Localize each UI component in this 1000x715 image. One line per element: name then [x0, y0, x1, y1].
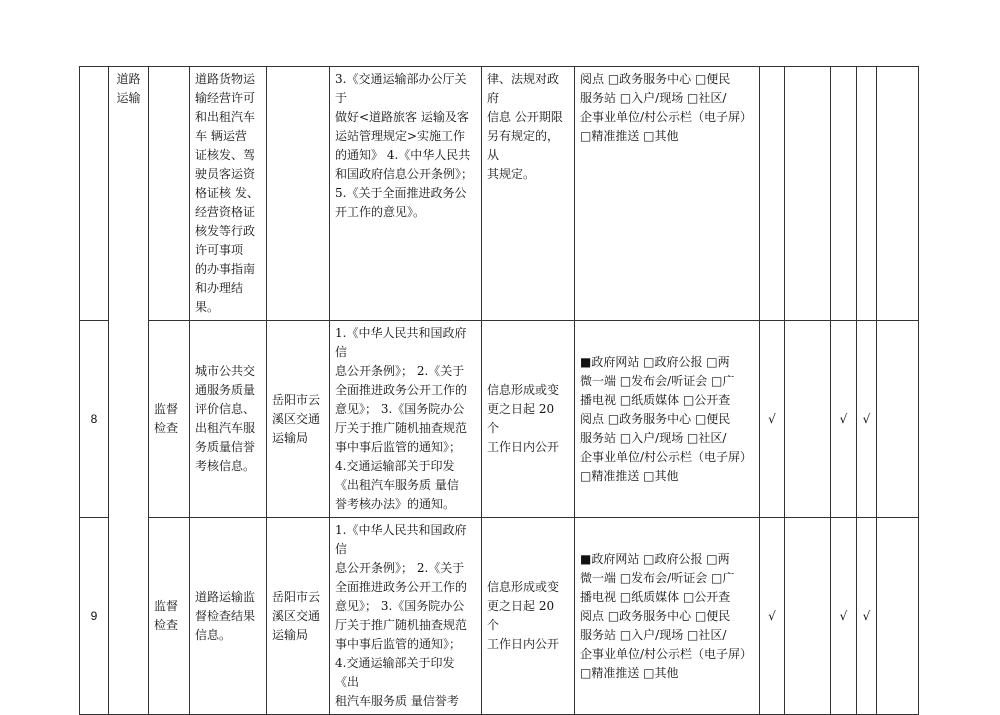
subcategory-cell: 监督 检查: [149, 518, 190, 715]
table-row: [80, 321, 919, 518]
scope-check-cell: √: [831, 518, 857, 715]
subject-cell: 岳阳市云 溪区交通 运输局: [267, 321, 330, 518]
scope-check-cell: √: [857, 518, 877, 715]
seq-cell: 9: [80, 518, 109, 715]
scope-check-cell: √: [760, 321, 785, 518]
channel-cell: 阅点 □政务服务中心 □便民 服务站 □入户/现场 □社区/ 企事业单位/村公示栏（电子屏） □精准推送 □其他: [575, 67, 760, 321]
time-limit-cell: 信息形成或变 更之日起 20 个 工作日内公开: [482, 518, 575, 715]
scope-check-cell: [831, 67, 857, 321]
scope-check-cell: [785, 321, 831, 518]
content-cell: 城市公共交 通服务质量 评价信息、 出租汽车服 务质量信誉 考核信息。: [190, 321, 267, 518]
disclosure-table: [79, 66, 919, 715]
basis-cell: 1.《中华人民共和国政府信 息公开条例》； 2.《关于 全面推进政务公开工作的 意见》； 3.《国务院办公 厅关于推广随机抽查规范 事中事后监管的通知》； 4.交通运输部关于印发 《出租汽车服务质 量信 誉考核办法》的通知。: [330, 321, 482, 518]
scope-check-cell: [877, 321, 919, 518]
scope-check-cell: [785, 67, 831, 321]
content-cell: 道路运输监 督检查结果 信息。: [190, 518, 267, 715]
channel-cell: ■政府网站 □政府公报 □两 微一端 □发布会/听证会 □广 播电视 □纸质媒体 □公开查 阅点 □政务服务中心 □便民 服务站 □入户/现场 □社区/ 企事业单位/村公示栏（电子屏） □精准推送 □其他: [575, 518, 760, 715]
category-cell: 道路 运输: [109, 67, 149, 715]
scope-check-cell: [785, 518, 831, 715]
subcategory-cell: [149, 67, 190, 321]
table-row: [80, 67, 919, 321]
subject-cell: 岳阳市云 溪区交通 运输局: [267, 518, 330, 715]
scope-check-cell: [760, 67, 785, 321]
scope-check-cell: √: [760, 518, 785, 715]
content-cell: 道路货物运 输经营许可 和出租汽车 车 辆运营 证核发、驾 驶员客运资 格证核 发、 经营资格证 核发等行政 许可事项 的办事指南 和办理结 果。: [190, 67, 267, 321]
scope-check-cell: [857, 67, 877, 321]
scope-check-cell: [877, 67, 919, 321]
scope-check-cell: [877, 518, 919, 715]
subject-cell: [267, 67, 330, 321]
basis-cell: 1.《中华人民共和国政府信 息公开条例》； 2.《关于 全面推进政务公开工作的 意见》； 3.《国务院办公 厅关于推广随机抽查规范 事中事后监管的通知》； 4.交通运输部关于印发《出 租汽车服务质 量信誉考: [330, 518, 482, 715]
seq-cell: 8: [80, 321, 109, 518]
scope-check-cell: √: [857, 321, 877, 518]
time-limit-cell: 信息形成或变 更之日起 20 个 工作日内公开: [482, 321, 575, 518]
subcategory-cell: 监督 检查: [149, 321, 190, 518]
table-row: [80, 518, 919, 715]
scope-check-cell: √: [831, 321, 857, 518]
seq-cell: [80, 67, 109, 321]
basis-cell: 3.《交通运输部办公厅关于 做好<道路旅客 运输及客 运站管理规定>实施工作 的通知》 4.《中华人民共 和国政府信息公开条例》； 5.《关于全面推进政务公 开工作的意见》。: [330, 67, 482, 321]
channel-cell: ■政府网站 □政府公报 □两 微一端 □发布会/听证会 □广 播电视 □纸质媒体 □公开查 阅点 □政务服务中心 □便民 服务站 □入户/现场 □社区/ 企事业单位/村公示栏（电子屏） □精准推送 □其他: [575, 321, 760, 518]
time-limit-cell: 律、法规对政府 信息 公开期限 另有规定的，从 其规定。: [482, 67, 575, 321]
